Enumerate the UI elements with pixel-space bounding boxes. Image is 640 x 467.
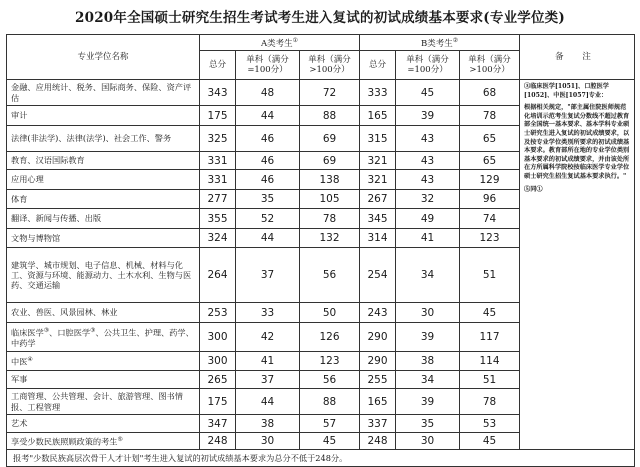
header-a-single100: 单科（满分 =100分） xyxy=(236,51,300,80)
major-name-cell: 体育 xyxy=(7,190,200,209)
score-cell-a-total: 265 xyxy=(200,371,236,389)
score-cell-b-s150: 78 xyxy=(460,389,520,415)
major-name-cell: 翻译、新闻与传播、出版 xyxy=(7,209,200,229)
score-cell-b-total: 267 xyxy=(360,190,396,209)
score-cell-b-s150: 78 xyxy=(460,106,520,126)
score-cell-a-total: 264 xyxy=(200,248,236,303)
score-cell-b-total: 290 xyxy=(360,352,396,371)
score-cell-b-s100: 41 xyxy=(396,229,460,248)
footnote: 报考"少数民族高层次骨干人才计划"考生进入复试的初试成绩基本要求为总分不低于248分。 xyxy=(7,450,635,467)
score-cell-a-total: 300 xyxy=(200,352,236,371)
score-cell-a-s100: 52 xyxy=(236,209,300,229)
score-cell-a-total: 253 xyxy=(200,303,236,323)
score-cell-b-s100: 34 xyxy=(396,371,460,389)
score-cell-b-s150: 68 xyxy=(460,80,520,106)
major-name-cell: 法律(非法学)、法律(法学)、社会工作、警务 xyxy=(7,126,200,152)
score-cell-a-s150: 138 xyxy=(300,170,360,190)
score-cell-a-total: 277 xyxy=(200,190,236,209)
score-cell-a-total: 355 xyxy=(200,209,236,229)
score-cell-a-s100: 46 xyxy=(236,152,300,170)
score-cell-b-s150: 74 xyxy=(460,209,520,229)
score-cell-b-s150: 51 xyxy=(460,248,520,303)
score-cell-b-total: 248 xyxy=(360,433,396,450)
score-cell-a-s100: 44 xyxy=(236,106,300,126)
header-major-name: 专业学位名称 xyxy=(7,35,200,80)
score-cell-a-total: 175 xyxy=(200,389,236,415)
page-title: 2020年全国硕士研究生招生考试考生进入复试的初试成绩基本要求(专业学位类) xyxy=(75,10,565,26)
score-cell-b-s150: 65 xyxy=(460,152,520,170)
score-cell-a-s150: 56 xyxy=(300,248,360,303)
score-cell-b-s100: 43 xyxy=(396,126,460,152)
score-cell-a-total: 300 xyxy=(200,323,236,352)
major-name-cell: 建筑学、城市规划、电子信息、机械、材料与化工、资源与环境、能源动力、土木水利、生物与医药、交通运输 xyxy=(7,248,200,303)
remark-paragraph: ⑤同① xyxy=(524,185,543,193)
score-cell-b-total: 333 xyxy=(360,80,396,106)
major-name-cell: 军事 xyxy=(7,371,200,389)
score-cell-b-s100: 34 xyxy=(396,248,460,303)
score-cell-a-total: 347 xyxy=(200,415,236,433)
score-cell-b-s150: 65 xyxy=(460,126,520,152)
score-cell-b-s100: 39 xyxy=(396,389,460,415)
score-cell-b-s100: 43 xyxy=(396,170,460,190)
score-cell-a-s150: 126 xyxy=(300,323,360,352)
header-b-single100: 单科（满分 =100分） xyxy=(396,51,460,80)
score-cell-a-s100: 41 xyxy=(236,352,300,371)
major-name-cell: 教育、汉语国际教育 xyxy=(7,152,200,170)
major-name-cell: 临床医学③、口腔医学③、公共卫生、护理、药学、中药学 xyxy=(7,323,200,352)
score-cell-a-s150: 57 xyxy=(300,415,360,433)
score-cell-b-total: 321 xyxy=(360,170,396,190)
major-name-cell: 享受少数民族照顾政策的考生⑤ xyxy=(7,433,200,450)
score-cell-a-s100: 42 xyxy=(236,323,300,352)
score-cell-b-s100: 45 xyxy=(396,80,460,106)
score-cell-a-s100: 38 xyxy=(236,415,300,433)
score-cell-a-s150: 123 xyxy=(300,352,360,371)
score-cell-b-s150: 129 xyxy=(460,170,520,190)
header-a-single150: 单科（满分 >100分） xyxy=(300,51,360,80)
score-cell-a-s150: 69 xyxy=(300,152,360,170)
score-cell-a-s150: 132 xyxy=(300,229,360,248)
score-cell-b-total: 290 xyxy=(360,323,396,352)
score-cell-a-s100: 30 xyxy=(236,433,300,450)
major-name-cell: 审计 xyxy=(7,106,200,126)
score-cell-b-s150: 96 xyxy=(460,190,520,209)
major-name-cell: 应用心理 xyxy=(7,170,200,190)
header-group-b: B类考生② xyxy=(360,35,520,51)
score-cell-b-s100: 43 xyxy=(396,152,460,170)
score-cell-a-s150: 50 xyxy=(300,303,360,323)
score-cell-b-total: 321 xyxy=(360,152,396,170)
score-cell-b-total: 243 xyxy=(360,303,396,323)
score-cell-b-s100: 38 xyxy=(396,352,460,371)
major-name-cell: 中医④ xyxy=(7,352,200,371)
header-a-total: 总分 xyxy=(200,51,236,80)
score-cell-a-total: 331 xyxy=(200,152,236,170)
score-cell-b-s100: 39 xyxy=(396,323,460,352)
score-cell-a-s150: 78 xyxy=(300,209,360,229)
score-cell-b-s100: 30 xyxy=(396,303,460,323)
header-group-a: A类考生① xyxy=(200,35,360,51)
score-table xyxy=(6,34,635,467)
remark-paragraph: ③临床医学[1051]、口腔医学[1052]、中医[1057]专业： xyxy=(524,83,609,99)
score-cell-a-s150: 72 xyxy=(300,80,360,106)
score-cell-a-total: 343 xyxy=(200,80,236,106)
score-cell-b-total: 314 xyxy=(360,229,396,248)
score-cell-a-s150: 88 xyxy=(300,106,360,126)
table-row xyxy=(7,80,635,106)
score-cell-a-total: 324 xyxy=(200,229,236,248)
score-cell-b-s150: 114 xyxy=(460,352,520,371)
score-cell-a-s100: 35 xyxy=(236,190,300,209)
score-cell-a-total: 175 xyxy=(200,106,236,126)
score-cell-a-s100: 37 xyxy=(236,248,300,303)
score-cell-a-s150: 69 xyxy=(300,126,360,152)
score-cell-a-s150: 56 xyxy=(300,371,360,389)
score-cell-b-total: 345 xyxy=(360,209,396,229)
score-cell-a-s150: 105 xyxy=(300,190,360,209)
major-name-cell: 艺术 xyxy=(7,415,200,433)
major-name-cell: 文物与博物馆 xyxy=(7,229,200,248)
score-cell-a-s150: 45 xyxy=(300,433,360,450)
score-cell-b-s150: 51 xyxy=(460,371,520,389)
score-cell-a-s100: 37 xyxy=(236,371,300,389)
score-cell-b-total: 315 xyxy=(360,126,396,152)
score-cell-b-s150: 45 xyxy=(460,433,520,450)
header-b-single150: 单科（满分 >100分） xyxy=(460,51,520,80)
score-cell-b-s100: 49 xyxy=(396,209,460,229)
score-cell-a-s100: 44 xyxy=(236,229,300,248)
major-name-cell: 工商管理、公共管理、会计、旅游管理、图书情报、工程管理 xyxy=(7,389,200,415)
score-cell-a-s100: 48 xyxy=(236,80,300,106)
score-cell-a-s100: 44 xyxy=(236,389,300,415)
score-cell-a-s100: 33 xyxy=(236,303,300,323)
score-cell-b-s100: 30 xyxy=(396,433,460,450)
score-cell-b-s150: 53 xyxy=(460,415,520,433)
score-cell-a-s100: 46 xyxy=(236,170,300,190)
score-cell-b-s100: 39 xyxy=(396,106,460,126)
score-cell-b-total: 255 xyxy=(360,371,396,389)
header-remarks: 备 注 xyxy=(520,35,635,80)
score-cell-b-s150: 117 xyxy=(460,323,520,352)
remarks-cell xyxy=(520,80,635,450)
score-cell-b-s150: 45 xyxy=(460,303,520,323)
score-cell-b-s100: 32 xyxy=(396,190,460,209)
score-cell-b-total: 337 xyxy=(360,415,396,433)
score-cell-b-total: 165 xyxy=(360,389,396,415)
score-cell-a-total: 248 xyxy=(200,433,236,450)
major-name-cell: 农业、兽医、风景园林、林业 xyxy=(7,303,200,323)
score-cell-a-s150: 88 xyxy=(300,389,360,415)
major-name-cell: 金融、应用统计、税务、国际商务、保险、资产评估 xyxy=(7,80,200,106)
score-cell-a-total: 331 xyxy=(200,170,236,190)
score-cell-b-s100: 35 xyxy=(396,415,460,433)
header-b-total: 总分 xyxy=(360,51,396,80)
score-cell-a-s100: 46 xyxy=(236,126,300,152)
score-cell-b-s150: 123 xyxy=(460,229,520,248)
score-cell-b-total: 165 xyxy=(360,106,396,126)
score-cell-b-total: 254 xyxy=(360,248,396,303)
score-cell-a-total: 325 xyxy=(200,126,236,152)
remark-paragraph: 根据相关规定，"部主属住院医师规范化培训示范考生复试分数线不超过教育部全国统一基本要求、基本学科专业硕士研究生进入复试的初试成绩要求，以及按专业学位类别所要求的初试成绩基本要求。教育部所在地的专业学位类别基本要求的初试成绩要求，并由该处所在方所属科学院校按临床医学专业学位硕士研究生招生复试基本要求执行。" xyxy=(524,104,630,180)
